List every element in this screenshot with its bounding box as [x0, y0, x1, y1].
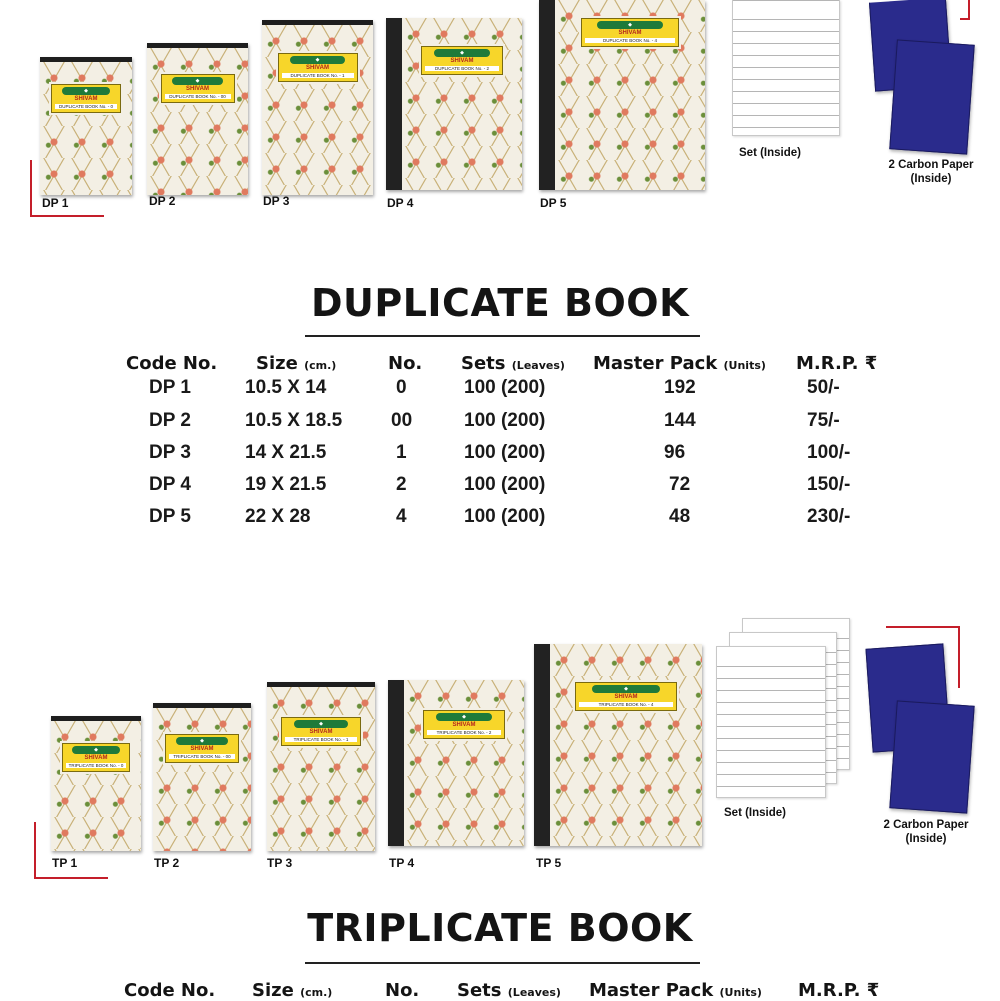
cell-size: 10.5 X 14: [245, 377, 327, 398]
brand-name: SHIVAM: [309, 729, 333, 735]
col-header-size: [252, 980, 332, 1001]
carbon-caption-line: 2 Carbon Paper: [883, 819, 969, 831]
col-header-no: No.: [385, 980, 420, 1001]
cover-strip: DUPLICATE BOOK No. - 0: [55, 104, 117, 109]
col-header-mrp: M.R.P. ₹: [798, 980, 880, 1001]
book-label: DP 2: [149, 194, 176, 208]
col-header-code: Code No.: [126, 353, 218, 374]
carbon-caption: [863, 818, 989, 846]
brand-name: SHIVAM: [450, 58, 474, 64]
brand-name: SHIVAM: [186, 86, 209, 92]
cell-sets: 100 (200): [464, 474, 546, 495]
book-cover-dp3: [262, 20, 373, 195]
cell-master: 48: [669, 506, 691, 527]
carbon-caption-line: 2 Carbon Paper: [888, 159, 974, 171]
book-label: DP 5: [540, 196, 567, 210]
book-cover-tp5: [534, 644, 702, 846]
brand-logo-icon: ◆: [72, 746, 120, 754]
cell-master: 96: [664, 442, 686, 463]
col-header-sets-text: Sets: [461, 353, 506, 374]
carbon-caption: [868, 158, 994, 186]
cell-no: 00: [391, 410, 413, 431]
cover-strip: TRIPLICATE BOOK No. - 2: [427, 730, 501, 735]
cover-strip: TRIPLICATE BOOK No. - 0: [66, 763, 126, 768]
cell-mrp: 100/-: [807, 442, 851, 463]
cell-size: 22 X 28: [245, 506, 311, 527]
carbon-caption-line: (Inside): [905, 833, 947, 845]
cell-code: DP 2: [149, 410, 191, 431]
book-cover-tp1: [51, 716, 141, 851]
cover-strip: DUPLICATE BOOK No. - 2: [425, 66, 499, 71]
cell-sets: 100 (200): [464, 506, 546, 527]
cover-strip: DUPLICATE BOOK No. - 00: [165, 94, 231, 99]
brand-name: SHIVAM: [614, 694, 638, 700]
col-header-master-unit: (Units): [723, 359, 766, 372]
col-header-sets-unit: (Leaves): [507, 986, 561, 999]
duplicate-heading: DUPLICATE BOOK: [310, 281, 690, 325]
book-cover-dp5: [539, 0, 705, 190]
cell-size: 10.5 X 18.5: [245, 410, 343, 431]
col-header-size-unit: (cm.): [304, 359, 337, 372]
brand-logo-icon: ◆: [294, 720, 349, 728]
col-header-master-text: Master Pack: [593, 353, 718, 374]
book-label: TP 5: [536, 856, 562, 870]
col-header-sets: [461, 353, 565, 374]
brand-name: SHIVAM: [84, 755, 108, 761]
cover-strip: DUPLICATE BOOK No. - 1: [282, 73, 354, 78]
col-header-size: [256, 353, 336, 374]
cell-size: 19 X 21.5: [245, 474, 327, 495]
cell-no: 1: [396, 442, 407, 463]
brand-logo-icon: ◆: [436, 713, 492, 721]
cell-code: DP 3: [149, 442, 191, 463]
book-cover-dp4: [386, 18, 522, 190]
book-label: DP 1: [42, 196, 69, 210]
col-header-code: Code No.: [124, 980, 216, 1001]
book-cover-tp2: [153, 703, 251, 851]
cell-sets: 100 (200): [464, 377, 546, 398]
cell-no: 0: [396, 377, 407, 398]
set-caption: Set (Inside): [724, 807, 786, 819]
carbon-paper: [889, 700, 974, 813]
book-label: TP 4: [389, 856, 415, 870]
cover-strip: TRIPLICATE BOOK No. - 00: [169, 754, 235, 759]
cell-mrp: 150/-: [807, 474, 851, 495]
brand-logo-icon: ◆: [434, 49, 490, 57]
brand-name: SHIVAM: [618, 30, 642, 36]
cell-no: 4: [396, 506, 407, 527]
heading-rule: [305, 962, 700, 964]
brand-name: SHIVAM: [74, 96, 98, 102]
brand-logo-icon: ◆: [290, 56, 345, 64]
col-header-no: No.: [388, 353, 423, 374]
book-label: TP 3: [267, 856, 293, 870]
cover-strip: TRIPLICATE BOOK No. - 4: [579, 702, 673, 707]
cover-strip: DUPLICATE BOOK No. - 4: [585, 38, 675, 43]
ruled-set-sheet: [732, 0, 840, 136]
book-cover-dp1: [40, 57, 132, 195]
cell-code: DP 1: [149, 377, 191, 398]
brand-logo-icon: ◆: [62, 87, 111, 95]
brand-logo-icon: ◆: [172, 77, 223, 85]
cell-master: 144: [664, 410, 696, 431]
book-label: DP 4: [387, 196, 414, 210]
book-cover-tp4: [388, 680, 524, 846]
col-header-master-text: Master Pack: [589, 980, 714, 1001]
col-header-size-text: Size: [252, 980, 294, 1001]
cell-mrp: 50/-: [807, 377, 840, 398]
col-header-mrp: M.R.P. ₹: [796, 353, 878, 374]
cell-sets: 100 (200): [464, 442, 546, 463]
col-header-master: [593, 353, 766, 374]
carbon-paper: [889, 39, 974, 154]
book-cover-dp2: [147, 43, 248, 195]
set-caption: Set (Inside): [739, 147, 801, 159]
col-header-sets-unit: (Leaves): [511, 359, 565, 372]
cell-size: 14 X 21.5: [245, 442, 327, 463]
col-header-sets-text: Sets: [457, 980, 502, 1001]
col-header-size-unit: (cm.): [300, 986, 333, 999]
cell-mrp: 230/-: [807, 506, 851, 527]
book-label: TP 1: [52, 856, 78, 870]
cell-no: 2: [396, 474, 407, 495]
carbon-caption-line: (Inside): [910, 173, 952, 185]
brand-name: SHIVAM: [306, 65, 329, 71]
brand-name: SHIVAM: [452, 722, 476, 728]
triplicate-heading: TRIPLICATE BOOK: [307, 906, 693, 950]
ruled-set-sheet: [716, 646, 826, 798]
brand-logo-icon: ◆: [597, 21, 663, 29]
cell-mrp: 75/-: [807, 410, 840, 431]
brand-logo-icon: ◆: [592, 685, 660, 693]
red-corner-bracket: [960, 0, 970, 20]
brand-name: SHIVAM: [190, 746, 214, 752]
col-header-sets: [457, 980, 561, 1001]
cell-sets: 100 (200): [464, 410, 546, 431]
book-cover-tp3: [267, 682, 375, 851]
heading-rule: [305, 335, 700, 337]
col-header-size-text: Size: [256, 353, 298, 374]
cell-master: 72: [669, 474, 691, 495]
brand-logo-icon: ◆: [176, 737, 227, 745]
cell-code: DP 4: [149, 474, 191, 495]
book-label: TP 2: [154, 856, 180, 870]
book-label: DP 3: [263, 194, 290, 208]
col-header-master-unit: (Units): [719, 986, 762, 999]
cover-strip: TRIPLICATE BOOK No. - 1: [285, 737, 357, 742]
col-header-master: [589, 980, 762, 1001]
cell-master: 192: [664, 377, 696, 398]
cell-code: DP 5: [149, 506, 191, 527]
